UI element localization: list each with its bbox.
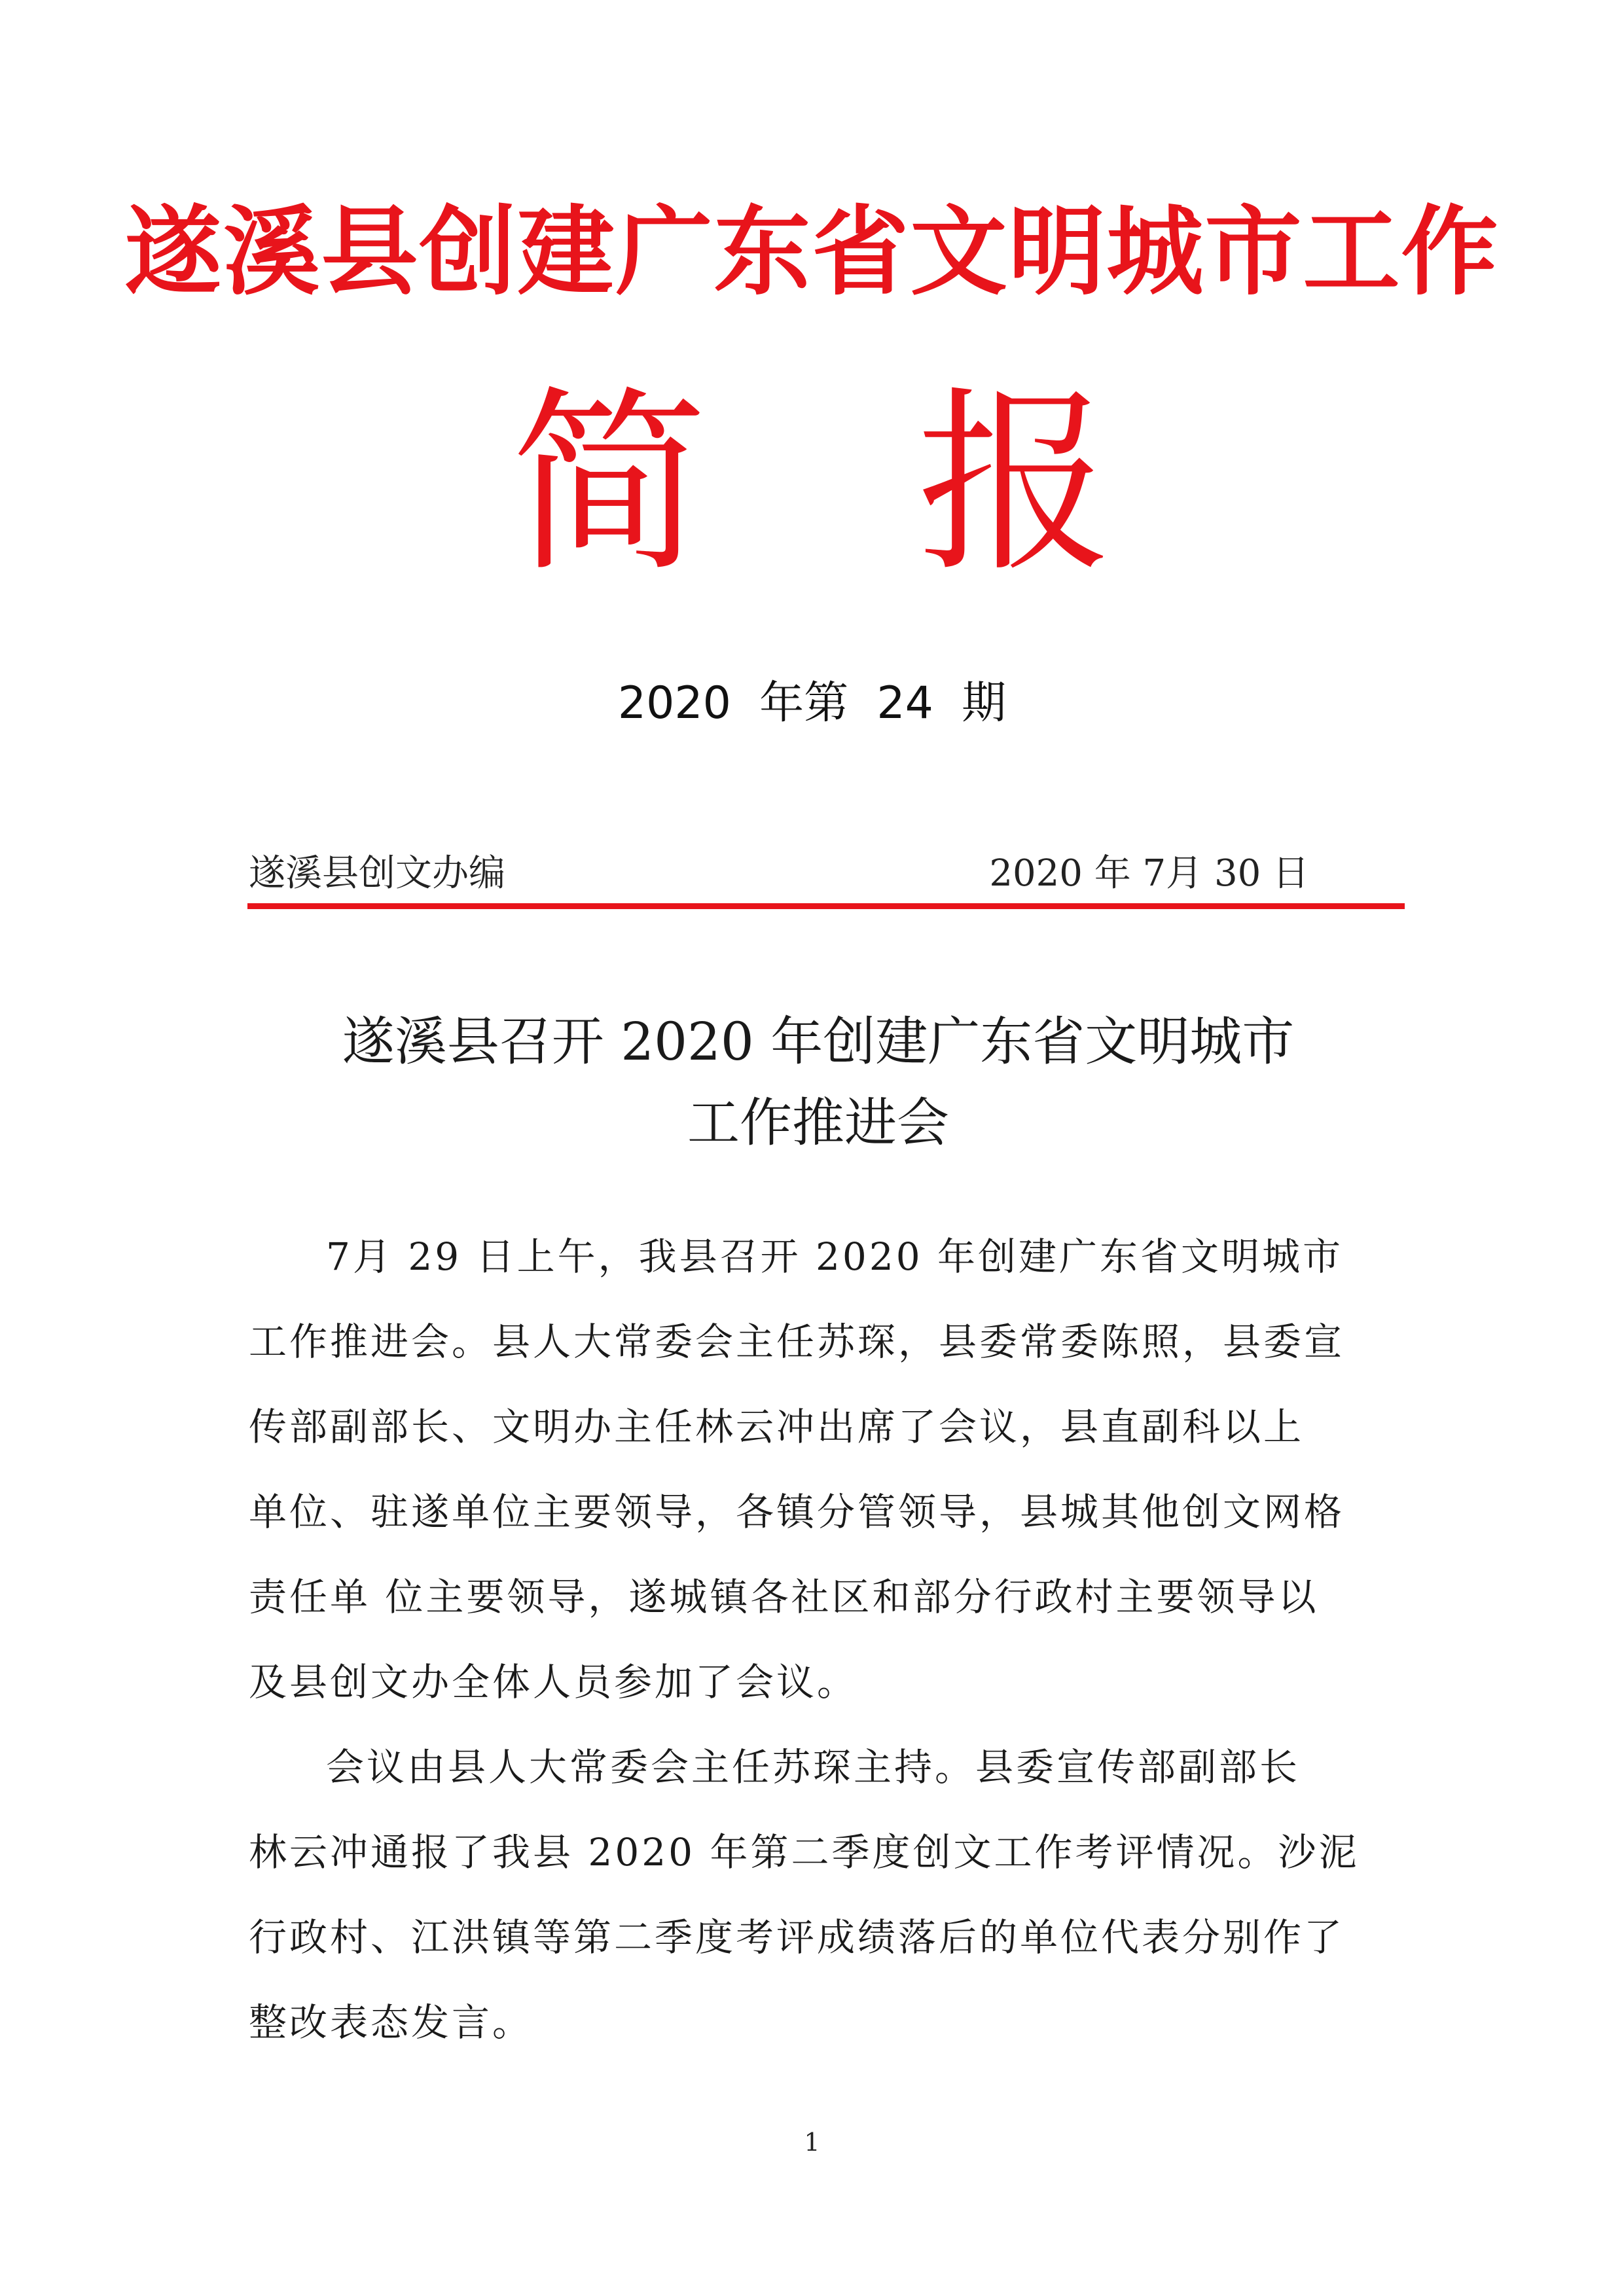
page-number: 1 xyxy=(804,2128,820,2157)
editor-label: 遂溪县创文办编 xyxy=(249,852,505,895)
article-title-line-1: 遂溪县召开 2020 年创建广东省文明城市 xyxy=(342,1011,1295,1072)
issue-number: 2020 年第 24 期 xyxy=(617,677,1007,729)
paragraph-line: 行政村、江洪镇等第二季度考评成绩落后的单位代表分别作了 xyxy=(249,1915,1345,1960)
paragraph-line: 整改表态发言。 xyxy=(249,2000,533,2045)
red-divider xyxy=(247,903,1405,909)
paragraph-line: 林云冲通报了我县 2020 年第二季度创文工作考评情况。沙泥 xyxy=(249,1830,1360,1874)
paragraph-line: 7月 29 日上午，我县召开 2020 年创建广东省文明城市 xyxy=(326,1234,1344,1279)
article-title-line-2: 工作推进会 xyxy=(687,1092,949,1153)
paragraph-line: 单位、驻遂单位主要领导，各镇分管领导，县城其他创文网格 xyxy=(249,1490,1345,1534)
paragraph-line: 工作推进会。县人大常委会主任苏琛，县委常委陈照，县委宣 xyxy=(249,1319,1345,1364)
paragraph-line: 会议由县人大常委会主任苏琛主持。县委宣传部副部长 xyxy=(326,1745,1301,1789)
paragraph-line: 传部副部长、文明办主任林云冲出席了会议，县直副科以上 xyxy=(249,1405,1305,1449)
brief-char-bao: 报 xyxy=(916,370,1113,598)
article-title xyxy=(249,1001,1388,1164)
brief-char-jian: 简 xyxy=(511,370,708,598)
org-title: 遂溪县创建广东省文明城市工作 xyxy=(124,196,1500,308)
article-body xyxy=(249,1214,1388,2065)
meta-row xyxy=(249,848,1388,906)
brief-title xyxy=(0,370,1624,598)
paragraph-line: 责任单 位主要领导，遂城镇各社区和部分行政村主要领导以 xyxy=(249,1575,1319,1619)
publish-date: 2020 年 7月 30 日 xyxy=(989,852,1309,895)
paragraph-line: 及县创文办全体人员参加了会议。 xyxy=(249,1660,858,1704)
